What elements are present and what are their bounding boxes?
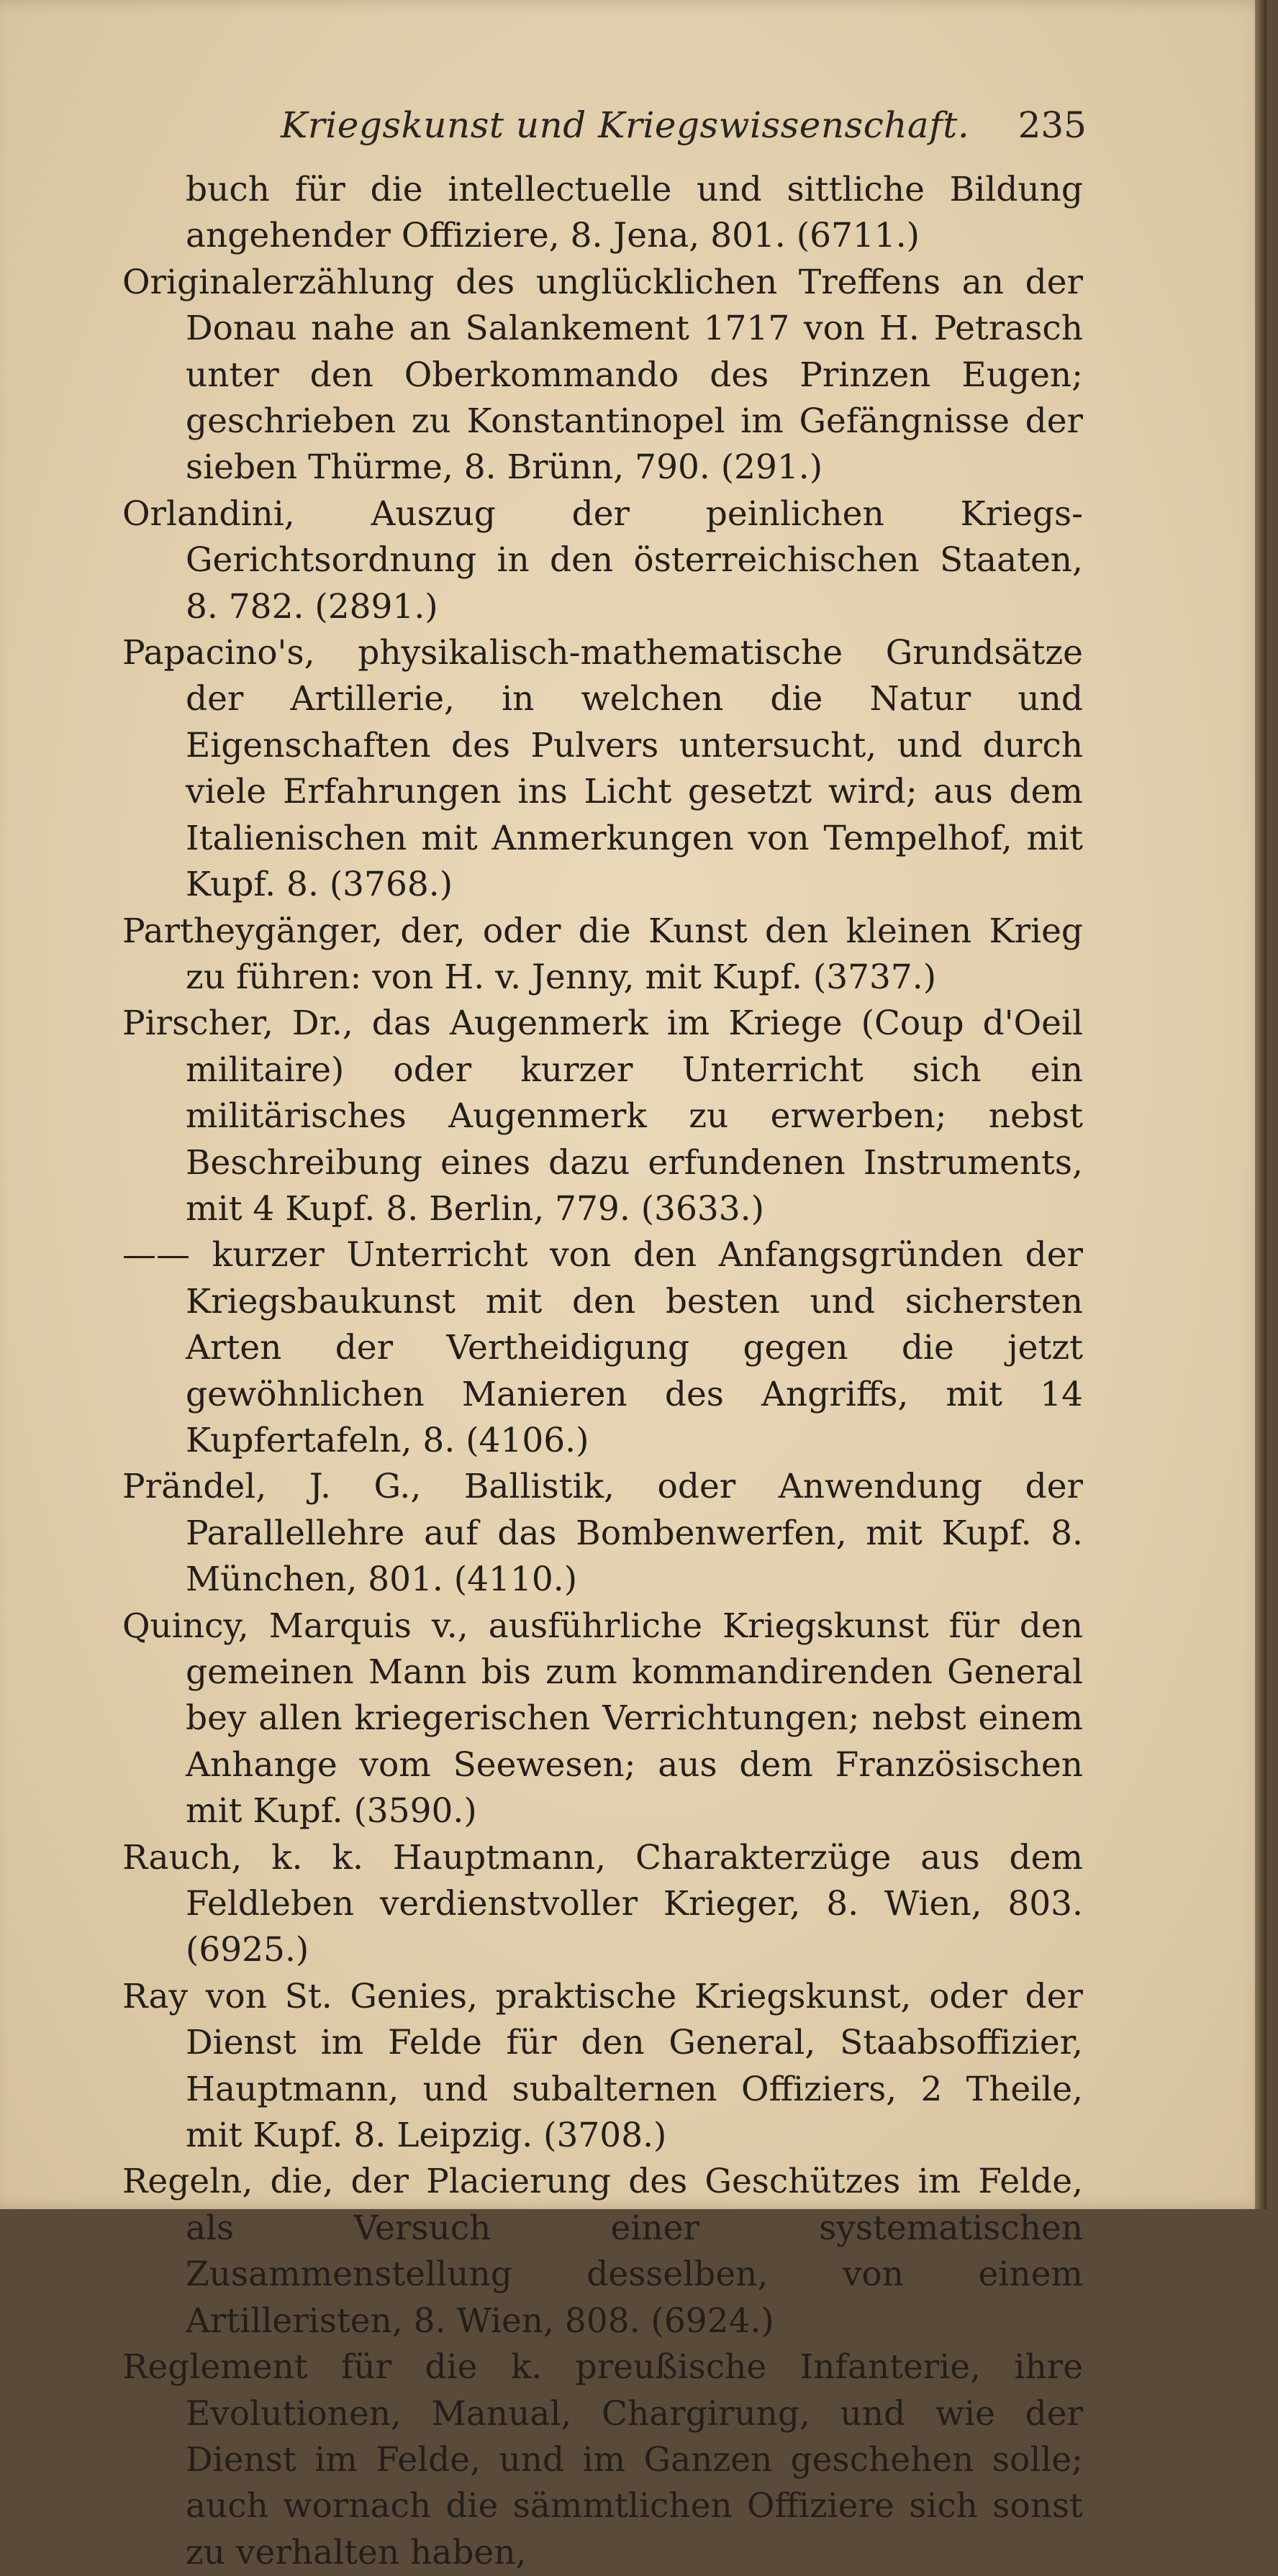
running-title: Kriegskunst und Kriegswissenschaft. [281,104,970,146]
bibliography-entry: Prändel, J. G., Ballistik, oder Anwendung der Parallellehre auf das Bombenwerfen, mit Kupf. 8. München, 801. (4110.) [122,1467,1083,1600]
bibliography-entry: Papacino's, physikalisch-mathematische Grundsätze der Artillerie, in welchen die Natur und Eigenschaften des Pulvers untersucht, und durch viele Erfahrungen ins Licht gesetzt wird; aus dem Italienischen mit Anmerkungen von Tempelhof, mit Kupf. 8. (3768.) [122,633,1083,905]
page-header [281,104,1087,155]
page-number: 235 [1018,104,1087,146]
bibliography-entry: Ray von St. Genies, praktische Kriegskunst, oder der Dienst im Felde für den General, Staabsoffizier, Hauptmann, und subalternen Offiziers, 2 Theile, mit Kupf. 8. Leipzig. (3708.) [122,1976,1083,2156]
page-edge [1255,0,1266,2209]
bibliography-entry: Partheygänger, der, oder die Kunst den kleinen Krieg zu führen: von H. v. Jenny, mit Kupf. (3737.) [122,911,1083,997]
bibliography-entry: Quincy, Marquis v., ausführliche Kriegskunst für den gemeinen Mann bis zum kommandirenden General bey allen kriegerischen Verrichtungen; nebst einem Anhange vom Seewesen; aus dem Französischen mit Kupf. (3590.) [122,1606,1083,1831]
bibliography-entry: Originalerzählung des unglücklichen Treffens an der Donau nahe an Salankement 1717 von H. Petrasch unter den Oberkommando des Prinzen Eugen; geschrieben zu Konstantinopel im Gefängnisse der sieben Thürme, 8. Brünn, 790. (291.) [122,262,1083,488]
bibliography-entry: Rauch, k. k. Hauptmann, Charakterzüge aus dem Feldleben verdienstvoller Krieger, 8. Wien, 803. (6925.) [122,1837,1083,1970]
bibliography-list [122,167,1083,2576]
bibliography-entry: Pirscher, Dr., das Augenmerk im Kriege (Coup d'Oeil militaire) oder kurzer Unterricht sich ein militärisches Augenmerk zu erwerben; nebst Beschreibung eines dazu erfundenen Instruments, mit 4 Kupf. 8. Berlin, 779. (3633.) [122,1003,1083,1229]
bibliography-entry-continued: buch für die intellectuelle und sittliche Bildung angehender Offiziere, 8. Jena, 801. (6711.) [186,170,1083,256]
bibliography-entry: Regeln, die, der Placierung des Geschützes im Felde, als Versuch einer systematischen Zusammenstellung desselben, von einem Artilleristen, 8. Wien, 808. (6924.) [122,2162,1083,2341]
bibliography-entry: Orlandini, Auszug der peinlichen Kriegs-Gerichtsordnung in den österreichischen Staaten, 8. 782. (2891.) [122,493,1083,627]
bibliography-entry: Reglement für die k. preußische Infanterie, ihre Evolutionen, Manual, Chargirung, und wie der Dienst im Felde, und im Ganzen geschehen solle; auch wornach die sämmtlichen Offiziere sich sonst zu verhalten haben, [122,2347,1083,2572]
bibliography-entry: —— kurzer Unterricht von den Anfangsgründen der Kriegsbaukunst mit den besten und sichersten Arten der Vertheidigung gegen die jetzt gewöhnlichen Manieren des Angriffs, mit 14 Kupfertafeln, 8. (4106.) [122,1235,1083,1460]
